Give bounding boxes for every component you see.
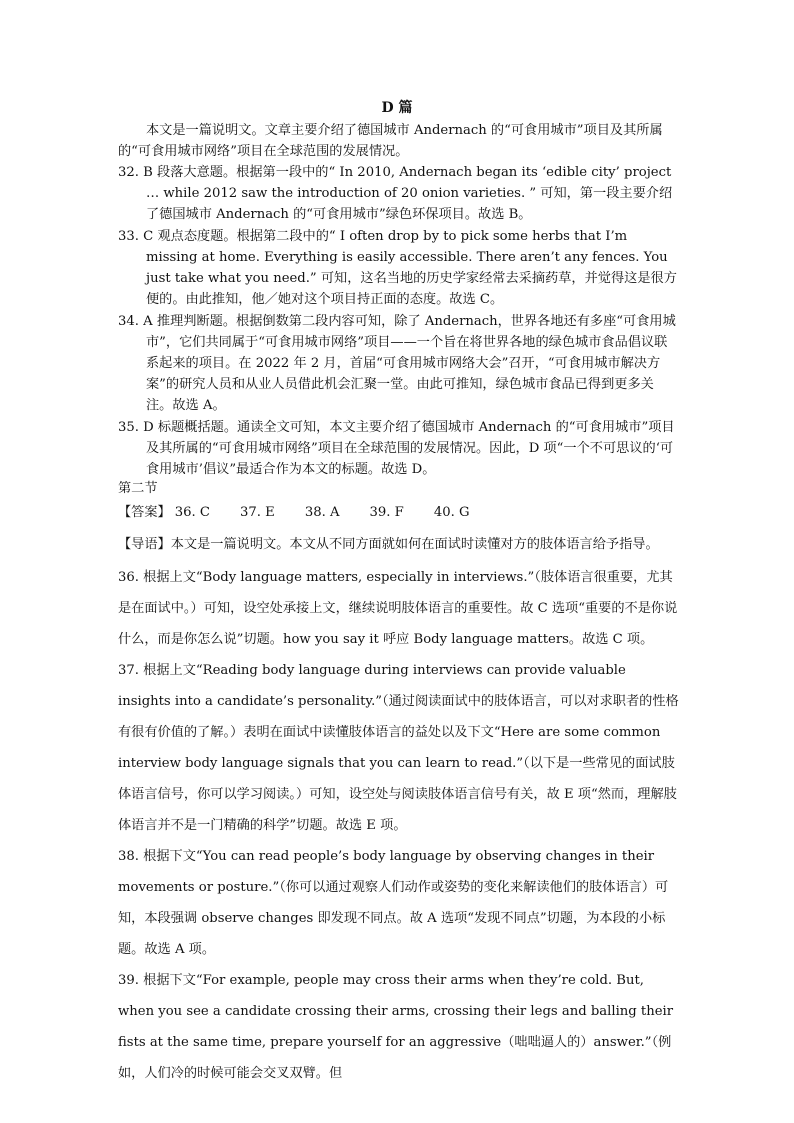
question-33: 33. C 观点态度题。根据第二段中的“ I often drop by to pick some herbs that I’m missing at home. Everything is easily accessible. There aren’t any fences. You just take what you need.” 可知，这名当地的历史学家经常去采摘药草，并觉得这是很方便的。由此推知，他／她对这个项目持正面的态度。故选 C。 xyxy=(118,229,677,307)
answer-40: 40. G xyxy=(433,505,470,520)
explanation-39: 39. 根据下文“For example, people may cross their arms when they’re cold. But, when you see a candidate crossing their arms, crossing their legs and balling their fists at the same time, prepare yourself for an aggressive（咄咄逼人的）answer.”（例如，人们冷的时候可能会交叉双臂。但 xyxy=(118,973,674,1081)
question-35: 35. D 标题概括题。通读全文可知，本文主要介绍了德国城市 Andernach 的“可食用城市”项目及其所属的“可食用城市网络”项目在全球范围的发展情况。因此，D 项“一个不可思议的‘可食用城市’倡议”最适合作为本文的标题。故选 D。 xyxy=(118,420,675,477)
cloze-explanations xyxy=(118,562,680,1089)
lead-summary: 【导语】本文是一篇说明文。本文从不同方面就如何在面试时读懂对方的肢体语言给予指导。 xyxy=(118,537,659,552)
answer-38: 38. A xyxy=(304,505,340,520)
answer-37: 37. E xyxy=(240,505,275,520)
intro-paragraph: 本文是一篇说明文。文章主要介绍了德国城市 Andernach 的“可食用城市”项目及其所属的“可食用城市网络”项目在全球范围的发展情况。 xyxy=(118,123,663,159)
question-32: 32. B 段落大意题。根据第一段中的“ In 2010, Andernach began its ‘edible city’ project … while 2012 saw the introduction of 20 onion varieties. ” 可知，第一段主要介绍了德国城市 Andernach 的“可食用城市”绿色环保项目。故选 B。 xyxy=(118,165,673,222)
section-title: D 篇 xyxy=(381,100,413,116)
question-explanations xyxy=(118,162,678,481)
answer-39: 39. F xyxy=(369,505,404,520)
answer-36: 36. C xyxy=(174,505,211,520)
question-34: 34. A 推理判断题。根据倒数第二段内容可知，除了 Andernach，世界各地还有多座“可食用城市”，它们共同属于“可食用城市网络”项目——一个旨在将世界各地的绿色城市食品倡议联系起来的项目。在 2022 年 2 月，首届“可食用城市网络大会”召开，“可食用城市解决方案”的研究人员和从业人员借此机会汇聚一堂。由此可推知，绿色城市食品已得到更多关注。故选 A。 xyxy=(118,314,676,413)
explanation-38: 38. 根据下文“You can read people’s body language by observing changes in their movements or posture.”（你可以通过观察人们动作或姿势的变化来解读他们的肢体语言）可知，本段强调 observe changes 即发现不同点。故 A 选项“发现不同点”切题，为本段的小标题。故选 A 项。 xyxy=(118,849,669,957)
section-heading: 第二节 xyxy=(118,481,158,496)
answer-key xyxy=(118,502,500,524)
explanation-36: 36. 根据上文“Body language matters, especially in interviews.”（肢体语言很重要，尤其是在面试中。）可知，设空处承接上文，继续说明肢体语言的重要性。故 C 选项“重要的不是你说什么，而是你怎么说”切题。how you say it 呼应 Body language matters。故选 C 项。 xyxy=(118,570,678,647)
explanation-37: 37. 根据上文“Reading body language during interviews can provide valuable insights into a candidate’s personality.”（通过阅读面试中的肢体语言，可以对求职者的性格有很有价值的了解。）表明在面试中读懂肢体语言的益处以及下文“Here are some common interview body language signals that you can learn to read.”（以下是一些常见的面试肢体语言信号，你可以学习阅读。）可知，设空处与阅读肢体语言信号有关，故 E 项“然而，理解肢体语言并不是一门精确的科学”切题。故选 E 项。 xyxy=(118,663,679,833)
answer-label: 【答案】 xyxy=(118,505,171,520)
